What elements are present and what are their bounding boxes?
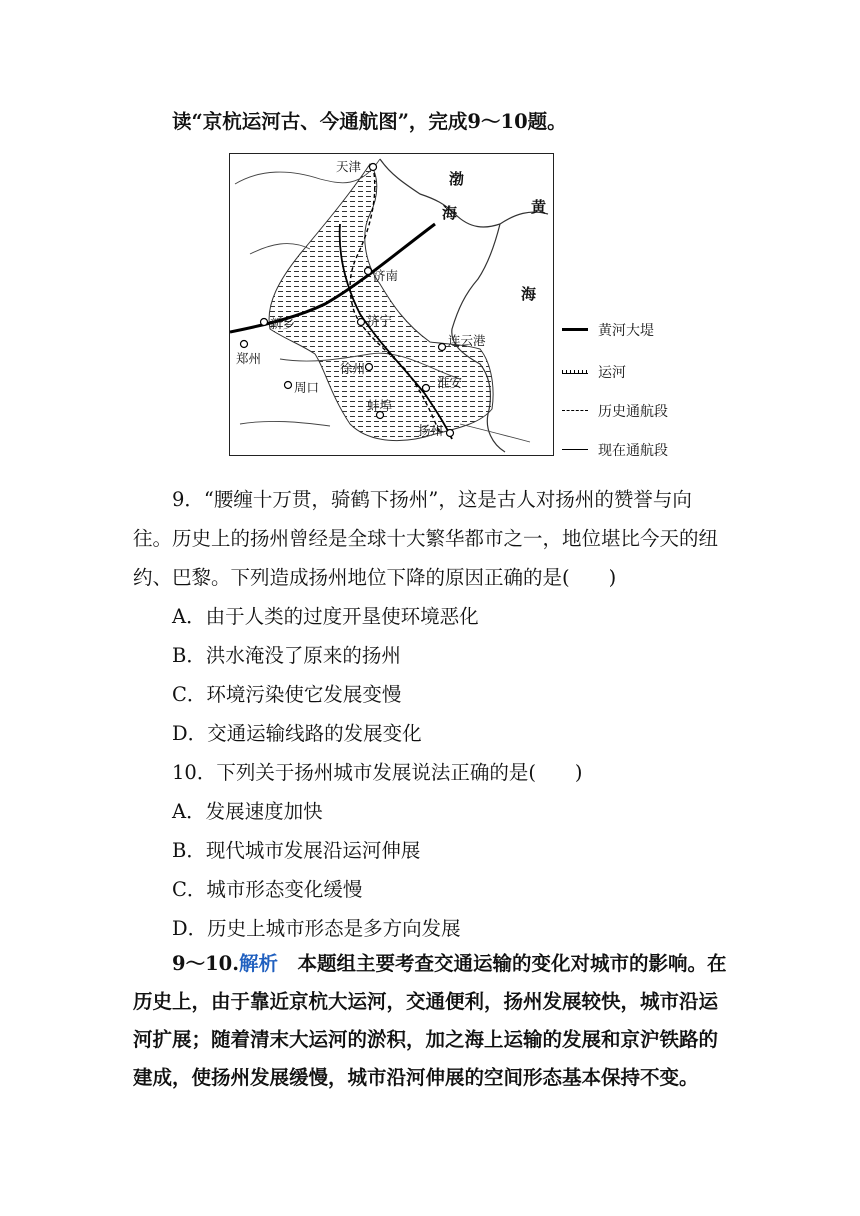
analysis-text: 本题组主要考查交通运输的变化对城市的影响。在历史上，由于靠近京杭大运河，交通便利，扬州发展较快，城市沿运河扩展；随着清末大运河的淤积，加之海上运输的发展和京沪铁路的建成，使扬州发展缓慢，城市沿河伸展的空间形态基本保持不变。: [133, 952, 727, 1089]
q9-stem-line2: 往。历史上的扬州曾经是全球十大繁华都市之一，地位堪比今天的纽: [133, 527, 719, 550]
city-zhengzhou: 郑州: [236, 351, 262, 366]
city-bengbu: 蚌埠: [367, 398, 393, 413]
city-xuzhou: 徐州: [340, 361, 366, 376]
q10-option-a[interactable]: A．发展速度加快: [172, 800, 323, 823]
sea-label-hai1: 海: [442, 204, 458, 222]
current-symbol: [562, 449, 588, 450]
city-lianyungang: 连云港: [448, 333, 486, 348]
q9-option-a[interactable]: A．由于人类的过度开垦使环境恶化: [172, 605, 479, 628]
sea-label-bo: 渤: [449, 170, 465, 188]
q9-option-d[interactable]: D．交通运输线路的发展变化: [172, 722, 422, 745]
q10-option-d[interactable]: D．历史上城市形态是多方向发展: [172, 917, 461, 940]
analysis-tag: 解析: [239, 952, 279, 975]
city-xinxiang: 新乡: [270, 316, 296, 331]
canal-symbol: [562, 370, 588, 374]
q9-option-c[interactable]: C．环境污染使它发展变慢: [172, 683, 402, 706]
city-tianjin: 天津: [336, 159, 362, 174]
q10-option-b[interactable]: B．现代城市发展沿运河伸展: [172, 839, 421, 862]
historic-symbol: [562, 410, 588, 411]
city-zhoukou: 周口: [294, 380, 320, 395]
city-jinan: 济南: [373, 268, 399, 283]
levee-symbol: [562, 328, 588, 331]
q9-stem-line3: 约、巴黎。下列造成扬州地位下降的原因正确的是( ): [133, 566, 617, 589]
city-jining: 济宁: [367, 313, 393, 328]
city-yangzhou: 扬州: [418, 423, 444, 438]
analysis-prefix: 9～10.: [172, 952, 239, 975]
sea-label-hai2: 海: [521, 285, 537, 303]
q9-stem-line1: 9．“腰缠十万贯，骑鹤下扬州”，这是古人对扬州的赞誉与向: [172, 488, 692, 511]
canal-map: [229, 153, 554, 456]
city-huaian: 淮安: [437, 375, 463, 390]
analysis-paragraph: [133, 945, 733, 1097]
q10-stem: 10．下列关于扬州城市发展说法正确的是( ): [172, 761, 583, 784]
q10-option-c[interactable]: C．城市形态变化缓慢: [172, 878, 363, 901]
q9-option-b[interactable]: B．洪水淹没了原来的扬州: [172, 644, 401, 667]
sea-label-huang: 黄: [531, 198, 547, 216]
intro-text: 读“京杭运河古、今通航图”，完成9～10题。: [172, 110, 567, 133]
